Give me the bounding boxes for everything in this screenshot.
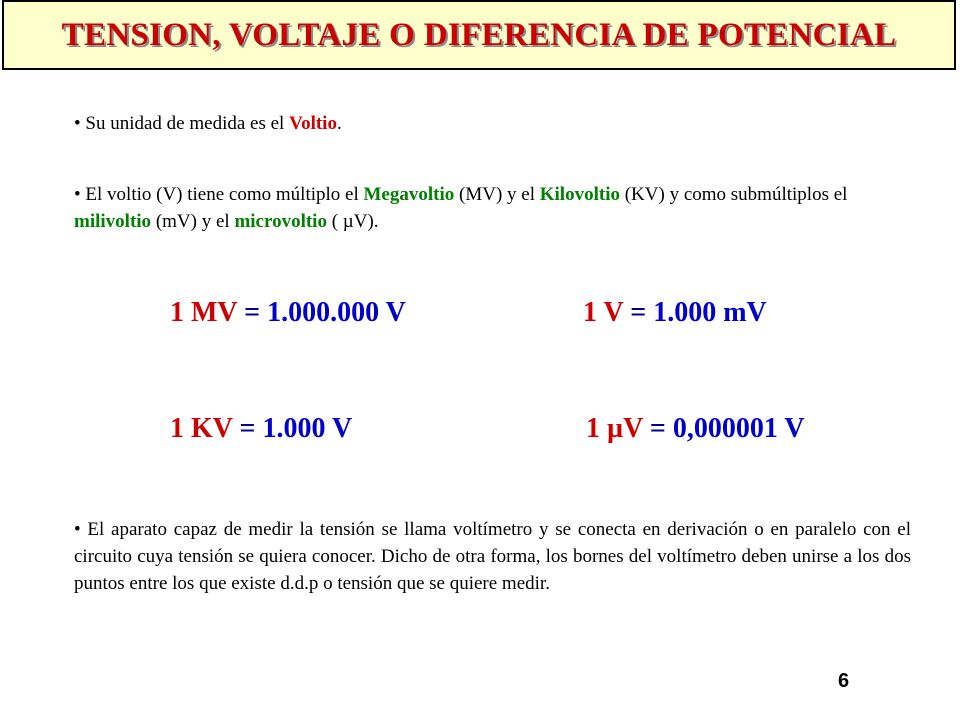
bullet-text: (KV) y como submúltiplos el	[619, 184, 848, 205]
bullet-text-end: .	[336, 113, 342, 134]
bullet-marker: •	[74, 519, 81, 540]
title-box	[2, 0, 956, 70]
formula-value: 0,000001 V	[672, 413, 805, 444]
bullet-marker: •	[74, 113, 81, 134]
formula-equals: =	[642, 413, 673, 444]
formula-unit: 1 KV	[170, 413, 233, 444]
highlight-kilovoltio: Kilovoltio	[539, 184, 620, 205]
highlight-milivoltio: milivoltio	[74, 211, 152, 232]
bullet-text: El aparato capaz de medir la tensión se llama voltímetro y se conecta en derivación o en paralelo con el circuito cuya tensión se quiera conocer. Dicho de otra forma, los bornes del voltímetro deben unirse a los dos puntos entre los que existe d.d.p o tensión que se quiere medir.	[74, 519, 912, 594]
highlight-microvoltio: microvoltio	[234, 211, 327, 232]
bullet-multiples	[74, 181, 911, 235]
bullet-marker: •	[74, 184, 81, 205]
formula-megavoltio	[170, 297, 406, 329]
formula-microvoltio	[586, 413, 805, 445]
highlight-megavoltio: Megavoltio	[363, 184, 455, 205]
bullet-text: (MV) y el	[454, 184, 540, 205]
formula-equals: =	[232, 413, 263, 444]
bullet-voltmeter	[74, 516, 911, 597]
bullet-text: ( µV).	[326, 211, 379, 232]
formula-equals: =	[623, 297, 654, 328]
formula-value: 1.000.000 V	[267, 297, 406, 328]
slide-title: TENSION, VOLTAJE O DIFERENCIA DE POTENCIAL	[61, 17, 897, 53]
bullet-unit	[74, 110, 911, 137]
formula-value: 1.000 mV	[653, 297, 767, 328]
bullet-text: (mV) y el	[151, 211, 235, 232]
formula-equals: =	[237, 297, 268, 328]
formula-voltio	[583, 297, 767, 329]
formula-kilovoltio	[170, 413, 352, 445]
bullet-text: Su unidad de medida es el	[85, 113, 290, 134]
formula-unit: 1 V	[583, 297, 624, 328]
formula-unit: 1 MV	[170, 297, 238, 328]
bullet-text: El voltio (V) tiene como múltiplo el	[85, 184, 364, 205]
page-number: 6	[838, 670, 850, 692]
highlight-voltio: Voltio	[289, 113, 337, 134]
formula-unit: 1 µV	[586, 413, 643, 444]
formula-value: 1.000 V	[262, 413, 353, 444]
